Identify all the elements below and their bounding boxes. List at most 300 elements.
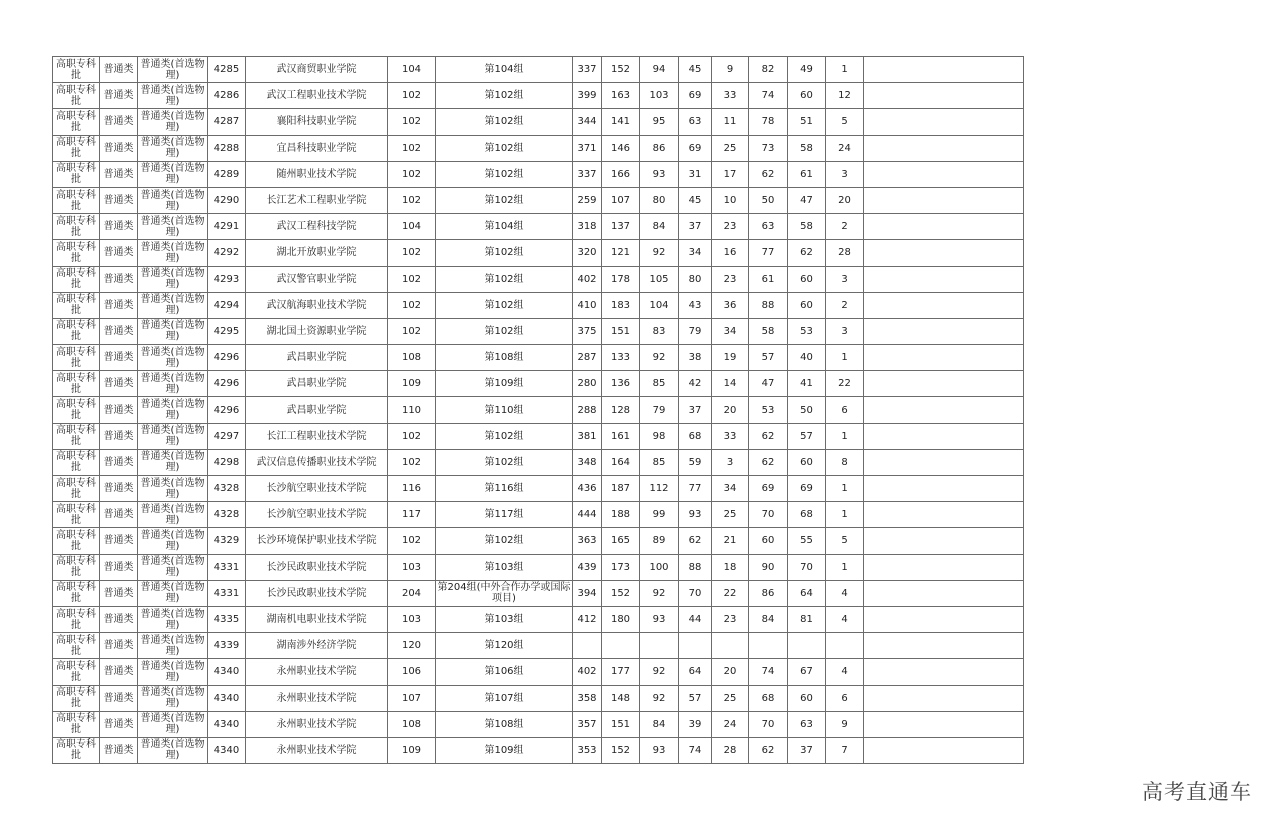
cell-extra xyxy=(864,554,1024,580)
cell-score-2: 83 xyxy=(640,318,679,344)
cell-type: 普通类 xyxy=(100,423,138,449)
cell-extra xyxy=(864,187,1024,213)
cell-group-name: 第108组 xyxy=(436,345,573,371)
table-row xyxy=(53,554,1024,580)
cell-score-1: 164 xyxy=(602,449,640,475)
cell-school-name: 永州职业技术学院 xyxy=(246,711,388,737)
cell-subject: 普通类(首选物理) xyxy=(138,633,208,659)
cell-score-2: 95 xyxy=(640,109,679,135)
admission-score-table xyxy=(52,56,1024,764)
cell-group-code: 106 xyxy=(388,659,436,685)
cell-extra xyxy=(864,57,1024,83)
cell-score-7: 6 xyxy=(826,397,864,423)
cell-score-3: 37 xyxy=(679,214,712,240)
cell-school-name: 武汉警官职业学院 xyxy=(246,266,388,292)
cell-score-4: 21 xyxy=(712,528,749,554)
cell-score-7: 1 xyxy=(826,476,864,502)
cell-extra xyxy=(864,83,1024,109)
cell-extra xyxy=(864,397,1024,423)
cell-score-4: 19 xyxy=(712,345,749,371)
cell-extra xyxy=(864,423,1024,449)
cell-score-4: 33 xyxy=(712,83,749,109)
cell-group-code: 103 xyxy=(388,554,436,580)
cell-total: 439 xyxy=(573,554,602,580)
cell-score-4: 9 xyxy=(712,57,749,83)
cell-group-name: 第103组 xyxy=(436,554,573,580)
cell-batch: 高职专科批 xyxy=(53,449,100,475)
table-row xyxy=(53,606,1024,632)
cell-score-1 xyxy=(602,633,640,659)
cell-subject: 普通类(首选物理) xyxy=(138,345,208,371)
cell-subject: 普通类(首选物理) xyxy=(138,318,208,344)
cell-score-1: 152 xyxy=(602,737,640,763)
cell-score-5: 74 xyxy=(749,659,788,685)
cell-score-4: 14 xyxy=(712,371,749,397)
table-row xyxy=(53,135,1024,161)
table-row xyxy=(53,266,1024,292)
cell-score-3: 31 xyxy=(679,161,712,187)
cell-batch: 高职专科批 xyxy=(53,580,100,606)
table-row xyxy=(53,240,1024,266)
cell-score-3: 62 xyxy=(679,528,712,554)
cell-subject: 普通类(首选物理) xyxy=(138,502,208,528)
cell-type: 普通类 xyxy=(100,371,138,397)
cell-school-code: 4290 xyxy=(208,187,246,213)
cell-group-code: 102 xyxy=(388,83,436,109)
cell-school-code: 4335 xyxy=(208,606,246,632)
cell-batch: 高职专科批 xyxy=(53,57,100,83)
cell-school-code: 4296 xyxy=(208,371,246,397)
cell-batch: 高职专科批 xyxy=(53,711,100,737)
cell-score-2: 92 xyxy=(640,345,679,371)
cell-score-5: 62 xyxy=(749,449,788,475)
cell-score-5: 86 xyxy=(749,580,788,606)
cell-group-code: 108 xyxy=(388,345,436,371)
cell-score-2: 112 xyxy=(640,476,679,502)
cell-score-3: 45 xyxy=(679,187,712,213)
cell-score-4: 34 xyxy=(712,476,749,502)
cell-extra xyxy=(864,135,1024,161)
cell-school-code: 4328 xyxy=(208,476,246,502)
table-row xyxy=(53,57,1024,83)
cell-group-code: 102 xyxy=(388,528,436,554)
watermark: 高考直通车 xyxy=(1142,780,1252,804)
cell-total: 280 xyxy=(573,371,602,397)
cell-school-code: 4297 xyxy=(208,423,246,449)
cell-score-4: 34 xyxy=(712,318,749,344)
cell-batch: 高职专科批 xyxy=(53,606,100,632)
cell-group-name: 第102组 xyxy=(436,528,573,554)
cell-type: 普通类 xyxy=(100,318,138,344)
cell-score-3: 38 xyxy=(679,345,712,371)
cell-type: 普通类 xyxy=(100,214,138,240)
cell-total: 394 xyxy=(573,580,602,606)
cell-type: 普通类 xyxy=(100,554,138,580)
cell-group-code: 102 xyxy=(388,109,436,135)
cell-extra xyxy=(864,502,1024,528)
cell-batch: 高职专科批 xyxy=(53,659,100,685)
cell-score-2: 94 xyxy=(640,57,679,83)
cell-score-6: 51 xyxy=(788,109,826,135)
cell-extra xyxy=(864,161,1024,187)
cell-batch: 高职专科批 xyxy=(53,633,100,659)
cell-batch: 高职专科批 xyxy=(53,737,100,763)
cell-score-7: 1 xyxy=(826,423,864,449)
cell-score-2: 93 xyxy=(640,606,679,632)
cell-score-2: 80 xyxy=(640,187,679,213)
cell-batch: 高职专科批 xyxy=(53,397,100,423)
cell-subject: 普通类(首选物理) xyxy=(138,659,208,685)
cell-subject: 普通类(首选物理) xyxy=(138,711,208,737)
cell-score-3 xyxy=(679,633,712,659)
cell-score-1: 183 xyxy=(602,292,640,318)
cell-type: 普通类 xyxy=(100,266,138,292)
cell-total: 348 xyxy=(573,449,602,475)
cell-score-3: 74 xyxy=(679,737,712,763)
cell-score-6: 57 xyxy=(788,423,826,449)
table-row xyxy=(53,109,1024,135)
cell-score-1: 151 xyxy=(602,711,640,737)
cell-score-5: 70 xyxy=(749,502,788,528)
cell-total: 357 xyxy=(573,711,602,737)
cell-group-name: 第116组 xyxy=(436,476,573,502)
cell-score-6: 55 xyxy=(788,528,826,554)
cell-score-5: 57 xyxy=(749,345,788,371)
cell-score-6: 60 xyxy=(788,685,826,711)
cell-score-7: 1 xyxy=(826,502,864,528)
cell-school-code: 4291 xyxy=(208,214,246,240)
cell-school-name: 湖北国土资源职业学院 xyxy=(246,318,388,344)
cell-school-name: 长沙航空职业技术学院 xyxy=(246,476,388,502)
cell-score-2: 105 xyxy=(640,266,679,292)
cell-batch: 高职专科批 xyxy=(53,502,100,528)
cell-subject: 普通类(首选物理) xyxy=(138,109,208,135)
cell-score-2: 92 xyxy=(640,240,679,266)
cell-group-name: 第120组 xyxy=(436,633,573,659)
cell-score-2: 103 xyxy=(640,83,679,109)
cell-total: 318 xyxy=(573,214,602,240)
cell-score-3: 77 xyxy=(679,476,712,502)
cell-total xyxy=(573,633,602,659)
cell-score-5 xyxy=(749,633,788,659)
cell-score-3: 68 xyxy=(679,423,712,449)
cell-batch: 高职专科批 xyxy=(53,135,100,161)
cell-score-3: 64 xyxy=(679,659,712,685)
cell-score-4: 10 xyxy=(712,187,749,213)
cell-school-code: 4298 xyxy=(208,449,246,475)
cell-total: 371 xyxy=(573,135,602,161)
cell-score-1: 141 xyxy=(602,109,640,135)
cell-score-6: 68 xyxy=(788,502,826,528)
table-row xyxy=(53,685,1024,711)
cell-score-5: 84 xyxy=(749,606,788,632)
cell-score-4: 20 xyxy=(712,659,749,685)
cell-score-7: 28 xyxy=(826,240,864,266)
cell-score-5: 61 xyxy=(749,266,788,292)
cell-school-name: 湖南机电职业技术学院 xyxy=(246,606,388,632)
cell-score-3: 34 xyxy=(679,240,712,266)
cell-school-name: 长沙民政职业技术学院 xyxy=(246,554,388,580)
cell-score-6: 47 xyxy=(788,187,826,213)
cell-score-5: 77 xyxy=(749,240,788,266)
cell-score-6: 53 xyxy=(788,318,826,344)
cell-school-code: 4296 xyxy=(208,345,246,371)
cell-score-4: 18 xyxy=(712,554,749,580)
cell-type: 普通类 xyxy=(100,580,138,606)
cell-score-6: 41 xyxy=(788,371,826,397)
cell-score-3: 45 xyxy=(679,57,712,83)
cell-subject: 普通类(首选物理) xyxy=(138,187,208,213)
cell-subject: 普通类(首选物理) xyxy=(138,214,208,240)
cell-score-2: 84 xyxy=(640,711,679,737)
cell-group-name: 第102组 xyxy=(436,423,573,449)
cell-group-code: 104 xyxy=(388,57,436,83)
cell-score-1: 180 xyxy=(602,606,640,632)
table-row xyxy=(53,187,1024,213)
cell-score-5: 62 xyxy=(749,161,788,187)
cell-group-name: 第109组 xyxy=(436,371,573,397)
cell-score-5: 60 xyxy=(749,528,788,554)
cell-extra xyxy=(864,606,1024,632)
cell-score-2: 92 xyxy=(640,580,679,606)
cell-score-1: 188 xyxy=(602,502,640,528)
cell-school-name: 湖南涉外经济学院 xyxy=(246,633,388,659)
cell-batch: 高职专科批 xyxy=(53,83,100,109)
cell-score-7: 9 xyxy=(826,711,864,737)
cell-school-name: 随州职业技术学院 xyxy=(246,161,388,187)
cell-score-4: 25 xyxy=(712,135,749,161)
cell-batch: 高职专科批 xyxy=(53,214,100,240)
cell-score-1: 163 xyxy=(602,83,640,109)
cell-score-2 xyxy=(640,633,679,659)
cell-total: 287 xyxy=(573,345,602,371)
cell-group-code: 102 xyxy=(388,266,436,292)
cell-batch: 高职专科批 xyxy=(53,528,100,554)
cell-extra xyxy=(864,240,1024,266)
cell-score-6: 40 xyxy=(788,345,826,371)
cell-total: 436 xyxy=(573,476,602,502)
table-row xyxy=(53,711,1024,737)
cell-type: 普通类 xyxy=(100,187,138,213)
cell-score-1: 148 xyxy=(602,685,640,711)
cell-score-2: 93 xyxy=(640,737,679,763)
cell-group-code: 109 xyxy=(388,371,436,397)
cell-score-1: 128 xyxy=(602,397,640,423)
cell-score-2: 92 xyxy=(640,659,679,685)
cell-subject: 普通类(首选物理) xyxy=(138,83,208,109)
table-row xyxy=(53,449,1024,475)
cell-group-code: 204 xyxy=(388,580,436,606)
cell-score-1: 107 xyxy=(602,187,640,213)
cell-subject: 普通类(首选物理) xyxy=(138,240,208,266)
cell-score-4: 24 xyxy=(712,711,749,737)
cell-school-code: 4328 xyxy=(208,502,246,528)
cell-type: 普通类 xyxy=(100,711,138,737)
cell-school-code: 4294 xyxy=(208,292,246,318)
cell-type: 普通类 xyxy=(100,57,138,83)
cell-score-5: 74 xyxy=(749,83,788,109)
cell-score-1: 137 xyxy=(602,214,640,240)
cell-group-code: 102 xyxy=(388,240,436,266)
cell-school-code: 4288 xyxy=(208,135,246,161)
cell-score-5: 62 xyxy=(749,737,788,763)
cell-score-7: 5 xyxy=(826,109,864,135)
cell-total: 337 xyxy=(573,57,602,83)
cell-subject: 普通类(首选物理) xyxy=(138,476,208,502)
cell-score-1: 161 xyxy=(602,423,640,449)
cell-school-code: 4295 xyxy=(208,318,246,344)
cell-score-6: 70 xyxy=(788,554,826,580)
cell-type: 普通类 xyxy=(100,633,138,659)
cell-extra xyxy=(864,580,1024,606)
cell-score-1: 151 xyxy=(602,318,640,344)
cell-batch: 高职专科批 xyxy=(53,685,100,711)
cell-school-code: 4296 xyxy=(208,397,246,423)
cell-total: 381 xyxy=(573,423,602,449)
cell-type: 普通类 xyxy=(100,109,138,135)
cell-group-code: 102 xyxy=(388,161,436,187)
cell-score-7: 2 xyxy=(826,214,864,240)
cell-group-code: 102 xyxy=(388,292,436,318)
cell-score-2: 86 xyxy=(640,135,679,161)
cell-score-4: 20 xyxy=(712,397,749,423)
cell-type: 普通类 xyxy=(100,502,138,528)
cell-score-7: 1 xyxy=(826,57,864,83)
cell-score-3: 42 xyxy=(679,371,712,397)
cell-score-3: 69 xyxy=(679,83,712,109)
cell-group-code: 103 xyxy=(388,606,436,632)
cell-score-1: 152 xyxy=(602,580,640,606)
cell-score-6: 58 xyxy=(788,135,826,161)
cell-score-2: 84 xyxy=(640,214,679,240)
cell-group-code: 102 xyxy=(388,187,436,213)
cell-score-5: 50 xyxy=(749,187,788,213)
cell-group-code: 116 xyxy=(388,476,436,502)
cell-school-name: 武昌职业学院 xyxy=(246,397,388,423)
table-row xyxy=(53,397,1024,423)
cell-score-7 xyxy=(826,633,864,659)
cell-score-3: 63 xyxy=(679,109,712,135)
cell-school-name: 武汉商贸职业学院 xyxy=(246,57,388,83)
cell-school-name: 武昌职业学院 xyxy=(246,345,388,371)
cell-group-name: 第110组 xyxy=(436,397,573,423)
cell-group-code: 110 xyxy=(388,397,436,423)
cell-score-6 xyxy=(788,633,826,659)
cell-total: 399 xyxy=(573,83,602,109)
cell-type: 普通类 xyxy=(100,659,138,685)
cell-group-name: 第103组 xyxy=(436,606,573,632)
cell-school-name: 长沙环境保护职业技术学院 xyxy=(246,528,388,554)
cell-score-2: 85 xyxy=(640,449,679,475)
cell-score-5: 63 xyxy=(749,214,788,240)
cell-extra xyxy=(864,318,1024,344)
cell-score-6: 61 xyxy=(788,161,826,187)
cell-score-6: 69 xyxy=(788,476,826,502)
cell-score-4: 3 xyxy=(712,449,749,475)
cell-score-7: 20 xyxy=(826,187,864,213)
cell-subject: 普通类(首选物理) xyxy=(138,737,208,763)
cell-group-code: 120 xyxy=(388,633,436,659)
cell-batch: 高职专科批 xyxy=(53,161,100,187)
cell-score-1: 177 xyxy=(602,659,640,685)
cell-total: 412 xyxy=(573,606,602,632)
cell-score-4: 17 xyxy=(712,161,749,187)
cell-group-code: 102 xyxy=(388,135,436,161)
cell-extra xyxy=(864,476,1024,502)
cell-school-code: 4289 xyxy=(208,161,246,187)
cell-school-code: 4331 xyxy=(208,580,246,606)
cell-type: 普通类 xyxy=(100,135,138,161)
cell-score-3: 70 xyxy=(679,580,712,606)
cell-batch: 高职专科批 xyxy=(53,476,100,502)
cell-score-3: 39 xyxy=(679,711,712,737)
cell-type: 普通类 xyxy=(100,476,138,502)
cell-score-3: 59 xyxy=(679,449,712,475)
cell-subject: 普通类(首选物理) xyxy=(138,135,208,161)
cell-score-6: 49 xyxy=(788,57,826,83)
cell-school-name: 武汉工程科技学院 xyxy=(246,214,388,240)
cell-school-name: 武汉信息传播职业技术学院 xyxy=(246,449,388,475)
cell-school-code: 4292 xyxy=(208,240,246,266)
table-row xyxy=(53,371,1024,397)
cell-extra xyxy=(864,371,1024,397)
cell-total: 353 xyxy=(573,737,602,763)
cell-score-7: 3 xyxy=(826,161,864,187)
cell-score-1: 152 xyxy=(602,57,640,83)
cell-score-2: 92 xyxy=(640,685,679,711)
cell-type: 普通类 xyxy=(100,528,138,554)
cell-group-code: 102 xyxy=(388,449,436,475)
cell-group-name: 第109组 xyxy=(436,737,573,763)
cell-batch: 高职专科批 xyxy=(53,371,100,397)
cell-score-1: 166 xyxy=(602,161,640,187)
cell-score-4: 36 xyxy=(712,292,749,318)
cell-type: 普通类 xyxy=(100,606,138,632)
cell-score-5: 69 xyxy=(749,476,788,502)
cell-school-name: 长沙民政职业技术学院 xyxy=(246,580,388,606)
cell-score-5: 47 xyxy=(749,371,788,397)
cell-school-name: 襄阳科技职业学院 xyxy=(246,109,388,135)
cell-extra xyxy=(864,345,1024,371)
cell-extra xyxy=(864,214,1024,240)
cell-group-name: 第104组 xyxy=(436,214,573,240)
cell-total: 363 xyxy=(573,528,602,554)
cell-school-code: 4340 xyxy=(208,737,246,763)
cell-school-name: 长江工程职业技术学院 xyxy=(246,423,388,449)
cell-extra xyxy=(864,737,1024,763)
cell-school-code: 4331 xyxy=(208,554,246,580)
cell-score-1: 146 xyxy=(602,135,640,161)
cell-school-code: 4340 xyxy=(208,659,246,685)
cell-total: 344 xyxy=(573,109,602,135)
cell-score-7: 1 xyxy=(826,345,864,371)
cell-score-6: 58 xyxy=(788,214,826,240)
cell-school-code: 4340 xyxy=(208,685,246,711)
cell-group-name: 第102组 xyxy=(436,83,573,109)
cell-extra xyxy=(864,449,1024,475)
cell-score-6: 60 xyxy=(788,292,826,318)
cell-group-name: 第204组(中外合作办学或国际项目) xyxy=(436,580,573,606)
cell-group-name: 第106组 xyxy=(436,659,573,685)
cell-score-7: 6 xyxy=(826,685,864,711)
cell-group-name: 第102组 xyxy=(436,292,573,318)
cell-type: 普通类 xyxy=(100,397,138,423)
cell-subject: 普通类(首选物理) xyxy=(138,161,208,187)
cell-school-code: 4293 xyxy=(208,266,246,292)
cell-subject: 普通类(首选物理) xyxy=(138,292,208,318)
cell-score-7: 24 xyxy=(826,135,864,161)
cell-extra xyxy=(864,109,1024,135)
